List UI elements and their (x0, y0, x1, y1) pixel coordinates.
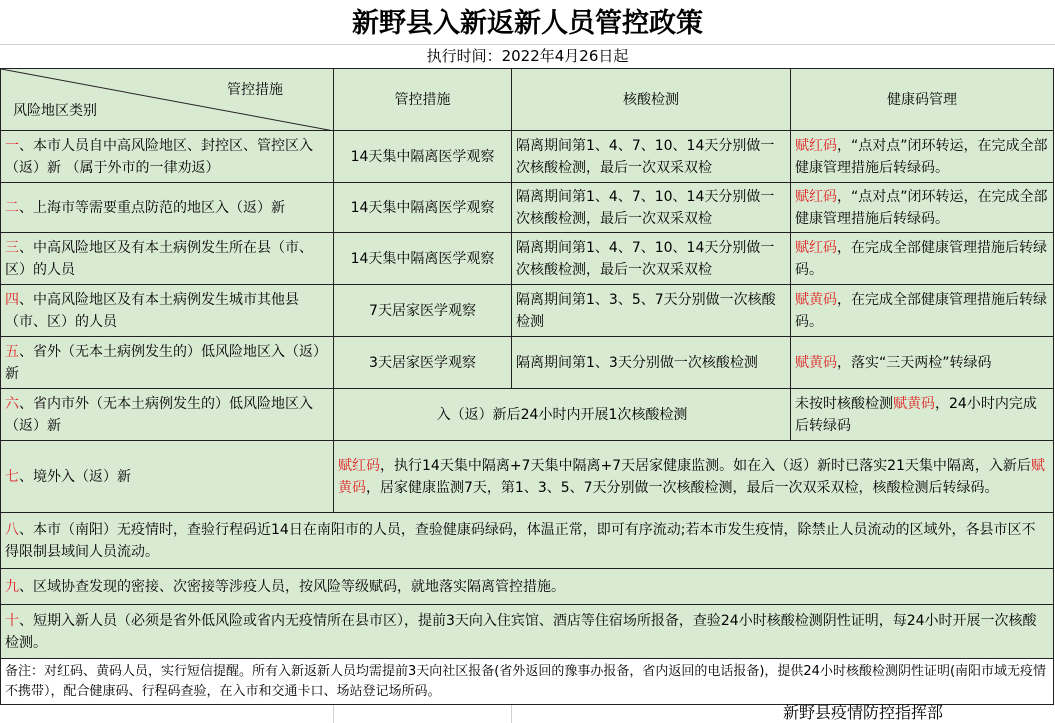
test-cell: 隔离期间第1、3天分别做一次核酸检测 (512, 337, 791, 389)
table-row (1, 441, 1054, 513)
category-cell: 二、上海市等需要重点防范的地区入（返）新 (1, 183, 334, 233)
control-cell: 14天集中隔离医学观察 (334, 183, 512, 233)
header-test: 核酸检测 (512, 69, 791, 131)
category-cell: 一、本市人员自中高风险地区、封控区、管控区入（返）新 （属于外市的一律劝返） (1, 131, 334, 183)
overseas-policy-cell: 赋红码，执行14天集中隔离+7天集中隔离+7天居家健康监测。如在入（返）新时已落实21天集中隔离，入新后赋黄码，居家健康监测7天，第1、3、5、7天分别做一次核酸检测，最后一次双采双检，核酸检测后转绿码。 (334, 441, 1054, 513)
category-cell: 七、境外入（返）新 (1, 441, 334, 513)
category-cell: 六、省内市外（无本土病例发生的）低风险地区入（返）新 (1, 389, 334, 441)
health-code-cell: 赋红码，在完成全部健康管理措施后转绿码。 (791, 233, 1054, 285)
control-cell: 7天居家医学观察 (334, 285, 512, 337)
table-row (1, 183, 1054, 233)
note-cell: 备注：对红码、黄码人员，实行短信提醒。所有入新返新人员均需提前3天向社区报备(省外返回的豫事办报备，省内返回的电话报备)，提供24小时核酸检测阴性证明(南阳市域无疫情不携带），配合健康码、行程码查验，在入市和交通卡口、场站登记场所码。 (1, 659, 1054, 705)
test-cell: 隔离期间第1、4、7、10、14天分别做一次核酸检测，最后一次双采双检 (512, 131, 791, 183)
control-cell: 14天集中隔离医学观察 (334, 131, 512, 183)
table-row (1, 389, 1054, 441)
test-cell: 隔离期间第1、4、7、10、14天分别做一次核酸检测，最后一次双采双检 (512, 233, 791, 285)
full-width-cell: 八、本市（南阳）无疫情时，查验行程码近14日在南阳市的人员，查验健康码绿码，体温正常，即可有序流动;若本市发生疫情，除禁止人员流动的区域外，各县市区不得限制县域间人员流动。 (1, 513, 1054, 569)
document-title: 新野县入新返新人员管控政策 (352, 8, 703, 39)
header-control: 管控措施 (334, 69, 512, 131)
test-cell: 隔离期间第1、4、7、10、14天分别做一次核酸检测，最后一次双采双检 (512, 183, 791, 233)
control-cell: 14天集中隔离医学观察 (334, 233, 512, 285)
table-row (1, 659, 1054, 705)
table-row (1, 569, 1054, 605)
full-width-cell: 九、区域协查发现的密接、次密接等涉疫人员，按风险等级赋码，就地落实隔离管控措施。 (1, 569, 1054, 605)
health-code-cell: 赋红码，“点对点”闭环转运，在完成全部健康管理措施后转绿码。 (791, 183, 1054, 233)
table-row (1, 131, 1054, 183)
merged-test-cell: 入（返）新后24小时内开展1次核酸检测 (334, 389, 791, 441)
header-health-code: 健康码管理 (791, 69, 1054, 131)
table-row (1, 605, 1054, 659)
health-code-cell: 赋红码，“点对点”闭环转运，在完成全部健康管理措施后转绿码。 (791, 131, 1054, 183)
effective-date: 执行时间：2022年4月26日起 (426, 47, 629, 65)
table-row (1, 513, 1054, 569)
policy-table (0, 68, 1054, 705)
category-cell: 三、中高风险地区及有本土病例发生所在县（市、区）的人员 (1, 233, 334, 285)
full-width-cell: 十、短期入新人员（必须是省外低风险或省内无疫情所在县市区），提前3天向入住宾馆、酒店等住宿场所报备，查验24小时核酸检测阴性证明，每24小时开展一次核酸检测。 (1, 605, 1054, 659)
diagonal-header-cell (1, 69, 334, 131)
category-cell: 四、中高风险地区及有本土病例发生城市其他县（市、区）的人员 (1, 285, 334, 337)
health-code-cell: 未按时核酸检测赋黄码，24小时内完成后转绿码 (791, 389, 1054, 441)
table-header-row (1, 69, 1054, 131)
category-cell: 五、省外（无本土病例发生的）低风险地区入（返）新 (1, 337, 334, 389)
table-row (1, 233, 1054, 285)
health-code-cell: 赋黄码，在完成全部健康管理措施后转绿码。 (791, 285, 1054, 337)
control-cell: 3天居家医学观察 (334, 337, 512, 389)
table-row (1, 337, 1054, 389)
signature: 新野县疫情防控指挥部 (783, 703, 944, 722)
test-cell: 隔离期间第1、3、5、7天分别做一次核酸检测 (512, 285, 791, 337)
diag-label-category: 风险地区类别 (13, 103, 97, 119)
health-code-cell: 赋黄码，落实“三天两检”转绿码 (791, 337, 1054, 389)
table-row (1, 285, 1054, 337)
diag-label-control: 管控措施 (227, 82, 283, 98)
